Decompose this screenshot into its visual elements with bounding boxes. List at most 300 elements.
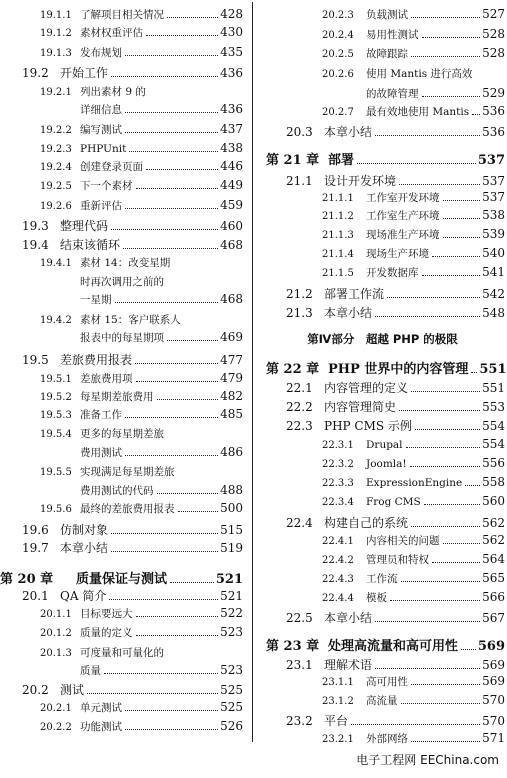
entry-title: PHP CMS 示例 [324,419,412,433]
page-number: 469 [220,330,243,344]
subsection-entry [0,663,243,678]
page-number: 548 [482,306,505,320]
section-entry [260,514,505,531]
section-entry [260,609,505,626]
part-heading: 第Ⅳ部分 超越 PHP 的极限 [307,332,458,346]
leader-dots [111,76,218,77]
subsection-entry [0,292,243,307]
leader-dots [125,455,218,456]
entry-title: 下一个素材 [80,180,133,192]
entry-number: 19.7 [22,541,49,555]
leader-dots [375,621,480,622]
entry-number: 23.1.2 [322,696,354,707]
entry-title: 素材权重评估 [80,27,143,39]
leader-dots [111,551,218,552]
leader-dots [104,673,218,674]
page-number: 553 [482,400,505,414]
leader-dots [357,163,476,164]
entry-number: 20.1.1 [40,609,72,620]
entry-title: 详细信息 [80,104,122,116]
entry-title: 现场生产环境 [366,248,429,260]
page-number: 435 [220,45,243,59]
section-entry [0,236,243,253]
leader-dots [351,724,480,725]
subsection-entry [0,483,243,498]
subsection-entry [260,86,505,101]
entry-number: 19.5.3 [40,410,72,421]
entry-title: 单元测试 [80,702,122,714]
entry-number: 20.2.7 [322,107,354,118]
entry-title: 易用性测试 [366,29,419,41]
leader-dots [167,340,218,341]
entry-number: 22.4.1 [322,536,354,547]
entry-number: 19.4 [22,238,49,252]
entry-title: 开始工作 [60,66,109,80]
entry-title: 差旅费用项 [80,373,133,385]
page-number: 500 [220,501,243,515]
entry-title: 高可用性 [366,676,408,688]
leader-dots [422,275,481,276]
page-number: 526 [220,719,243,733]
leader-dots [411,391,480,392]
page-number: 562 [482,533,505,547]
leader-dots [125,112,218,113]
section-entry [260,398,505,415]
entry-title: 素材 15：客户联系人 [80,314,181,326]
subsection-entry [0,45,243,60]
entry-number: 20.2.1 [40,703,72,714]
entry-title: 部署工作流 [324,287,385,301]
page-number: 449 [220,178,243,192]
entry-title: 最终的差旅费用报表 [80,503,175,515]
subsection-entry [0,198,243,213]
leader-dots [146,35,218,36]
chapter-entry [260,635,505,654]
page-number: 564 [482,552,505,566]
subsection-entry [0,371,243,386]
subsection-entry [0,389,243,404]
entry-number: 20.2.4 [322,30,354,41]
entry-title: 功能测试 [80,721,122,733]
page-number: 554 [482,437,505,451]
page-number: 522 [220,606,243,620]
entry-number: 22.3.3 [322,478,354,489]
leader-dots [422,96,481,97]
entry-number: 19.1.1 [40,10,72,21]
entry-title: 整理代码 [60,219,109,233]
entry-title: 可度量和可量化的 [80,647,164,659]
page-number: 519 [220,541,243,555]
entry-number: 20.1.3 [40,648,72,659]
chapter-entry [260,358,505,377]
section-entry [260,172,505,189]
page-number: 538 [482,208,505,222]
leader-dots [157,399,219,400]
page-number: 479 [220,371,243,385]
leader-dots [136,616,219,617]
page-number: 569 [477,639,505,654]
entry-title: 准备工作 [80,409,122,421]
leader-dots [387,297,480,298]
entry-title: 设计开发环境 [324,174,397,188]
subsection-entry [260,456,505,470]
entry-number: 第 23 章 [266,639,320,654]
entry-number: 23.1 [286,658,313,672]
subsection-entry [0,141,243,155]
entry-title: 差旅费用报表 [60,353,133,367]
section-entry [260,123,505,140]
leader-dots [111,533,218,534]
page-number: 539 [482,227,505,241]
entry-title: 内容管理的定义 [324,381,409,395]
subsection-entry [0,178,243,193]
entry-title: 的故障管理 [366,88,419,100]
entry-title: 每星期差旅费用 [80,391,154,403]
entry-number: 22.3.1 [322,440,354,451]
entry-title: 重新评估 [80,200,122,212]
entry-title: ExpressionEngine [366,477,463,489]
page-number: 537 [477,153,505,168]
page-number: 525 [220,683,243,697]
entry-number: 20.1 [22,589,49,603]
leader-dots [167,17,218,18]
leader-dots [461,649,476,650]
watermark-footer: 电子工程网 EEChina.com [356,753,499,767]
subsection-entry [0,102,243,117]
page-number: 570 [482,714,505,728]
leader-dots [443,218,481,219]
leader-dots [115,302,219,303]
page-number: 536 [482,125,505,139]
entry-title: PHP 世界中的内容管理 [328,362,469,377]
page-number: 528 [482,27,505,41]
entry-title: 处理高流量和高可用性 [328,639,459,654]
leader-dots [125,417,218,418]
entry-number: 20.2.3 [322,10,354,21]
entry-title: Frog CMS [366,496,421,508]
subsection-entry [260,552,505,567]
entry-number: 20.2.6 [322,69,354,80]
subsection-entry [0,645,243,660]
entry-number: 23.1.1 [322,677,354,688]
entry-number: 19.1.3 [40,48,72,59]
leader-dots [125,729,218,730]
subsection-entry [0,255,243,270]
entry-number: 第 22 章 [266,362,320,377]
page-number: 569 [482,658,505,672]
page-number: 459 [220,198,243,212]
subsection-entry [0,501,243,516]
entry-number: 19.5.5 [40,467,72,478]
leader-dots [411,526,480,527]
section-entry [0,681,243,698]
entry-title: 发布规划 [80,47,122,59]
page-number: 562 [482,516,505,530]
subsection-entry [260,27,505,42]
leader-dots [178,511,219,512]
section-entry [0,539,243,556]
page-number: 430 [220,25,243,39]
page-number: 537 [482,190,505,204]
leader-dots [399,410,480,411]
subsection-entry [0,719,243,734]
page-number: 460 [220,219,243,233]
page-number: 554 [482,419,505,433]
entry-title: 构建自己的系统 [324,516,409,530]
entry-number: 22.4.4 [322,593,354,604]
page-number: 488 [220,483,243,497]
page-number: 569 [482,674,505,688]
entry-title: 测试 [60,683,85,697]
entry-title: 一星期 [80,294,112,306]
entry-title: 目标要远大 [80,608,133,620]
entry-title: 内容相关的问题 [366,535,440,547]
entry-title: 模板 [366,592,387,604]
entry-number: 19.4.2 [40,315,72,326]
subsection-entry [260,46,505,61]
leader-dots [136,188,219,189]
subsection-entry [260,265,505,280]
leader-dots [411,741,480,742]
entry-title: 结束该循环 [60,238,121,252]
leader-dots [123,248,218,249]
entry-title: Drupal [366,439,403,451]
entry-title: 内容管理简史 [324,400,397,414]
entry-title: 开发数据库 [366,267,419,279]
subsection-entry [260,227,505,242]
chapter-entry [260,149,505,168]
leader-dots [146,169,218,170]
entry-number: 19.5.1 [40,374,72,385]
page-number: 560 [482,494,505,508]
leader-dots [411,17,480,18]
page-number: 482 [220,389,243,403]
leader-dots [87,693,218,694]
entry-number: 第 21 章 [266,153,320,168]
page-number: 571 [482,731,505,745]
subsection-entry [260,731,505,746]
entry-title: 质量的定义 [80,627,133,639]
entry-title: 时再次调用之前的 [80,276,164,288]
leader-dots [375,316,480,317]
entry-title: 实现满足每星期差旅 [80,466,175,478]
page-number: 523 [220,625,243,639]
entry-number: 19.2.2 [40,125,72,136]
page-number: 565 [482,571,505,585]
page-number: 542 [482,287,505,301]
leader-dots [111,229,218,230]
page-number: 528 [482,46,505,60]
page-number: 436 [220,102,243,116]
chapter-entry [0,568,243,587]
page-number: 446 [220,159,243,173]
entry-title: 本章小结 [324,306,373,320]
entry-number: 19.2.5 [40,181,72,192]
subsection-entry [0,122,243,137]
leader-dots [401,581,481,582]
section-entry [0,64,243,81]
entry-title: 列出素材 9 的 [80,86,146,98]
entry-title: 质量保证与测试 [76,572,168,587]
leader-dots [465,485,480,486]
leader-dots [375,135,480,136]
entry-title: 使用 Mantis 进行高效 [366,68,473,80]
entry-title: 工作流 [366,573,398,585]
subsection-entry [0,625,243,640]
leader-dots [136,381,219,382]
subsection-entry [260,533,505,548]
subsection-entry [260,494,505,508]
entry-title: 费用测试 [80,447,122,459]
entry-number: 19.2.3 [40,144,72,155]
leader-dots [157,493,219,494]
entry-title: 素材 14：改变星期 [80,257,171,269]
leader-dots [432,256,480,257]
page-number: 437 [220,122,243,136]
leader-dots [401,703,481,704]
subsection-entry [260,693,505,708]
entry-number: 22.3.2 [322,459,354,470]
page-number: 523 [220,663,243,677]
section-entry [260,712,505,729]
subsection-entry [0,445,243,460]
entry-title: 本章小结 [60,541,109,555]
entry-title: PHPUnit [80,143,127,155]
entry-title: 创建登录页面 [80,161,143,173]
entry-number: 19.5 [22,353,49,367]
page-number: 558 [482,475,505,489]
entry-title: 质量 [80,665,101,677]
entry-title: 外部网络 [366,733,408,745]
entry-number: 19.2 [22,66,49,80]
subsection-entry [0,330,243,345]
page-number: 527 [482,7,505,21]
section-entry [260,285,505,302]
subsection-entry [0,274,243,289]
leader-dots [443,200,481,201]
entry-number: 19.4.1 [40,258,72,269]
subsection-entry [260,208,505,223]
leader-dots [424,504,480,505]
entry-number: 19.2.1 [40,87,72,98]
leader-dots [422,37,481,38]
entry-number: 20.1.2 [40,628,72,639]
entry-number: 19.5.6 [40,504,72,515]
page-number: 515 [220,523,243,537]
entry-title: Joomla! [366,458,407,470]
page-number: 486 [220,445,243,459]
entry-number: 21.3 [286,306,313,320]
subsection-entry [0,25,243,40]
page-number: 536 [482,104,505,118]
page-number: 541 [482,265,505,279]
entry-number: 20.3 [286,125,313,139]
subsection-entry [0,312,243,327]
page-number: 540 [482,246,505,260]
page-number: 485 [220,407,243,421]
column-divider [252,2,253,742]
leader-dots [390,600,480,601]
section-entry [260,304,505,321]
page-number: 521 [220,589,243,603]
subsection-entry [260,246,505,261]
entry-number: 19.1.2 [40,28,72,39]
subsection-entry [0,407,243,422]
entry-title: 高流量 [366,695,398,707]
entry-title: 负载测试 [366,9,408,21]
leader-dots [125,208,218,209]
entry-number: 21.1 [286,174,313,188]
entry-number: 22.3.4 [322,497,354,508]
subsection-entry [0,606,243,621]
subsection-entry [0,159,243,174]
entry-number: 22.2 [286,400,313,414]
entry-number: 22.4 [286,516,313,530]
entry-number: 21.2 [286,287,313,301]
entry-number: 21.1.4 [322,249,354,260]
page-number: 529 [482,86,505,100]
entry-title: 本章小结 [324,125,373,139]
entry-title: 了解项目相关情况 [80,9,164,21]
leader-dots [125,55,218,56]
leader-dots [471,372,477,373]
entry-number: 22.4.2 [322,555,354,566]
subsection-entry [260,66,505,81]
section-entry [0,217,243,234]
entry-title: 工作室开发环境 [366,192,440,204]
subsection-entry [260,104,505,119]
page-number: 521 [215,572,243,587]
subsection-entry [0,7,243,22]
subsection-entry [0,464,243,479]
entry-number: 21.1.3 [322,230,354,241]
entry-number: 20.2 [22,683,49,697]
entry-number: 22.5 [286,611,313,625]
entry-title: 工作室生产环境 [366,210,440,222]
section-entry [0,351,243,368]
section-entry [260,417,505,434]
subsection-entry [260,7,505,22]
section-entry [260,379,505,396]
subsection-entry [260,590,505,605]
entry-number: 19.5.2 [40,392,72,403]
entry-number: 第 20 章 [0,572,54,587]
entry-number: 21.1.5 [322,268,354,279]
entry-number: 19.2.6 [40,201,72,212]
leader-dots [411,56,480,57]
entry-number: 20.2.5 [322,49,354,60]
entry-title: 编写测试 [80,124,122,136]
subsection-entry [260,190,505,205]
entry-title: 仿制对象 [60,523,109,537]
page-number: 566 [482,590,505,604]
entry-title: 更多的每星期差旅 [80,428,164,440]
entry-number: 19.3 [22,219,49,233]
entry-title: 平台 [324,714,349,728]
page-number: 567 [482,611,505,625]
entry-number: 19.5.4 [40,429,72,440]
leader-dots [135,363,218,364]
entry-number: 22.4.3 [322,574,354,585]
entry-number: 23.2.1 [322,734,354,745]
entry-title: QA 简介 [60,589,107,603]
leader-dots [399,184,480,185]
leader-dots [432,562,480,563]
entry-title: 部署 [328,153,355,168]
page-number: 525 [220,700,243,714]
entry-title: 费用测试的代码 [80,485,154,497]
entry-title: 现场准生产环境 [366,229,440,241]
